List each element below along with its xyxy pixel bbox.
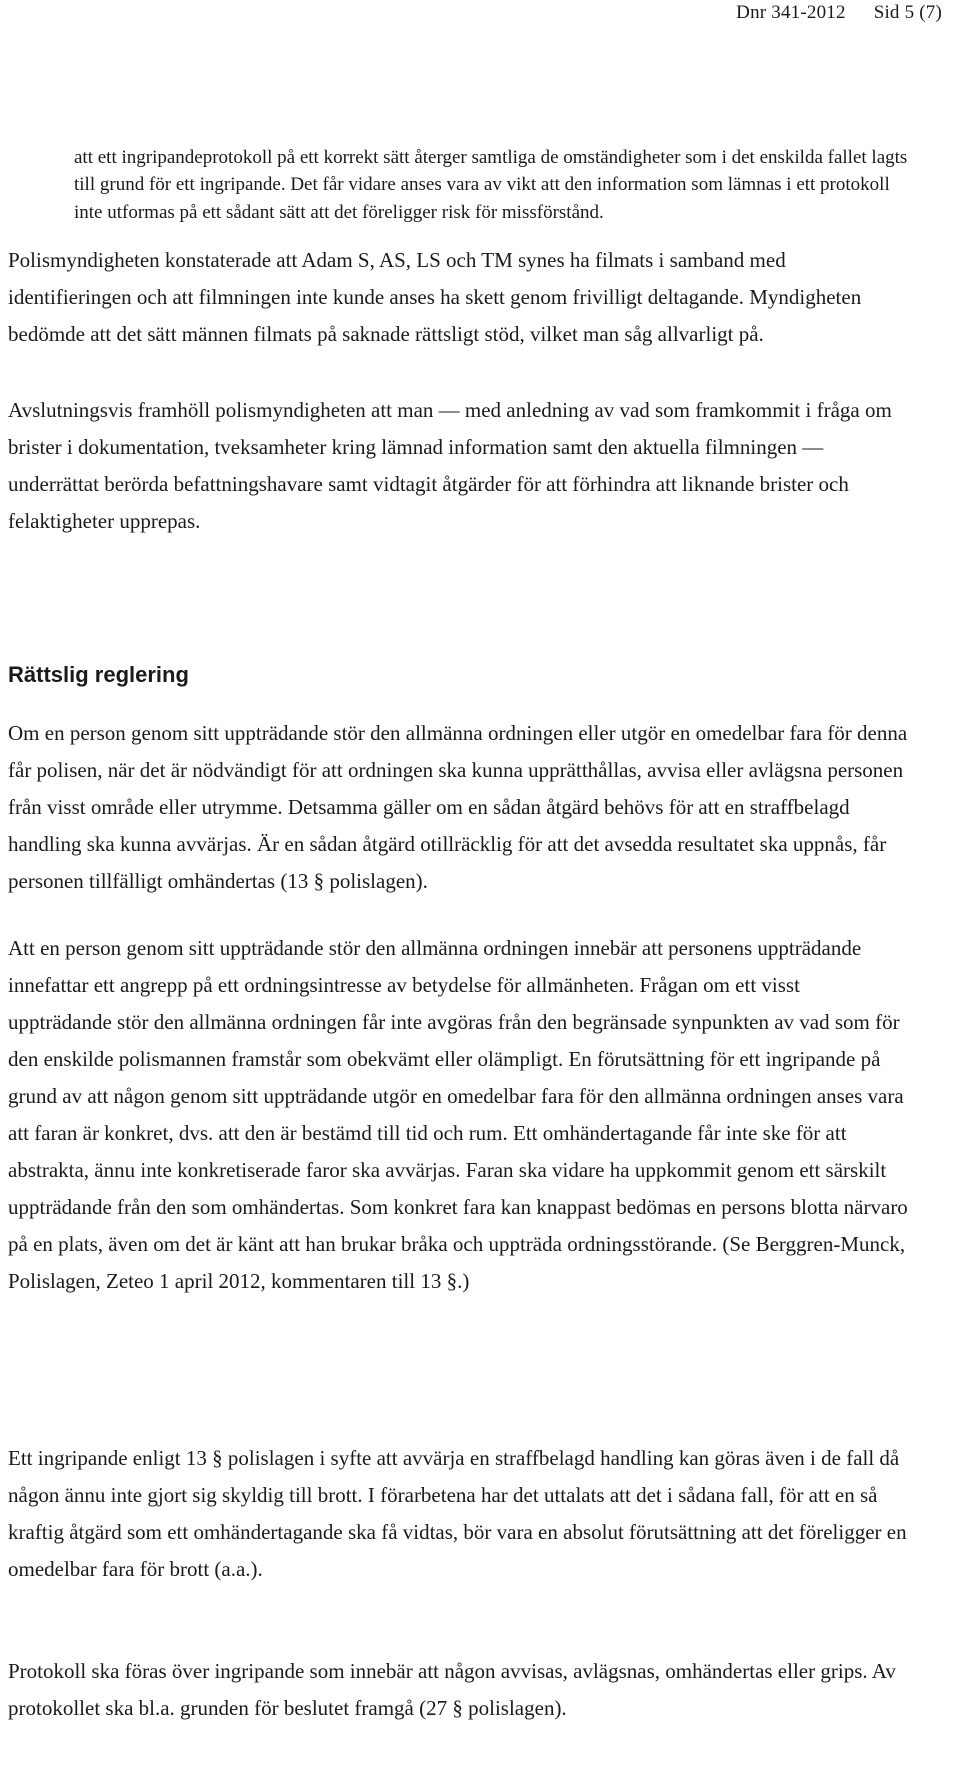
paragraph-conclusion: Avslutningsvis framhöll polismyndigheten att man — med anledning av vad som framkommit i fråga om brister i dokumentation, tveksamheter kring lämnad information samt den aktuella filmningen — underrättat berörda befattningshavare samt vidtagit åtgärder för att förhindra att liknande brister och felaktigheter upprepas. bbox=[8, 398, 892, 533]
page-header bbox=[708, 2, 942, 24]
paragraph-filming: Polismyndigheten konstaterade att Adam S, AS, LS och TM synes ha filmats i samband med identifieringen och att filmningen inte kunde anses ha skett genom frivilligt deltagande. Myndigheten bedömde att det sätt männen filmats på saknade rättsligt stöd, vilket man såg allvarligt på. bbox=[8, 248, 862, 346]
quoted-excerpt: att ett ingripandeprotokoll på ett korrekt sätt återger samtliga de omständigheter som i det enskilda fallet lagts till grund för ett ingripande. Det får vidare anses vara av vikt att den information som lämnas i ett protokoll inte utformas på ett sådant sätt att det föreligger risk för missförstånd. bbox=[74, 147, 908, 223]
paragraph-public-order: Att en person genom sitt uppträdande stör den allmänna ordningen innebär att personens uppträdande innefattar ett angrepp på ett ordningsintresse av betydelse för allmänheten. Frågan om ett visst uppträdande stör den allmänna ordningen får inte avgöras från den begränsade synpunkten av vad som för den enskilde polismannen framstår som obekvämt eller olämpligt. En förutsättning för ett ingripande på grund av att någon genom sitt uppträdande utgör en omedelbar fara för den allmänna ordningen anses vara att faran är konkret, dvs. att den är bestämd till tid och rum. Ett omhändertagande får inte ske för att abstrakta, ännu inte konkretiserade faror ska avvärjas. Faran ska vidare ha uppkommit genom ett särskilt uppträdande från den som omhändertas. Som konkret fara kan knappast bedömas en persons blotta närvaro på en plats, även om det är känt att han brukar bråka och uppträda ordningsstörande. (Se Berggren-Munck, Polislagen, Zeteo 1 april 2012, kommentaren till 13 §.) bbox=[8, 936, 908, 1293]
page-number: Sid 5 (7) bbox=[873, 2, 942, 23]
document-number: Dnr 341-2012 bbox=[736, 2, 846, 23]
paragraph-legal-rule: Om en person genom sitt uppträdande stör den allmänna ordningen eller utgör en omedelbar fara för denna får polisen, när det är nödvändigt för att ordningen ska kunna upprätthållas, avvisa eller avlägsna personen från visst område eller utrymme. Detsamma gäller om en sådan åtgärd behövs för att en straffbelagd handling ska kunna avvärjas. Är en sådan åtgärd otillräcklig för att det avsedda resultatet ska uppnås, får personen tillfälligt omhändertas (13 § polislagen). bbox=[8, 721, 908, 893]
section-heading: Rättslig reglering bbox=[8, 662, 189, 687]
paragraph-protocol: Protokoll ska föras över ingripande som innebär att någon avvisas, avlägsnas, omhändertas eller grips. Av protokollet ska bl.a. grunden för beslutet framgå (27 § polislagen). bbox=[8, 1659, 896, 1720]
paragraph-intervention: Ett ingripande enligt 13 § polislagen i syfte att avvärja en straffbelagd handling kan göras även i de fall då någon ännu inte gjort sig skyldig till brott. I förarbetena har det uttalats att det i sådana fall, för att en så kraftig åtgärd som ett omhändertagande ska få vidtas, bör vara en absolut förutsättning att det föreligger en omedelbar fara för brott (a.a.). bbox=[8, 1446, 907, 1581]
